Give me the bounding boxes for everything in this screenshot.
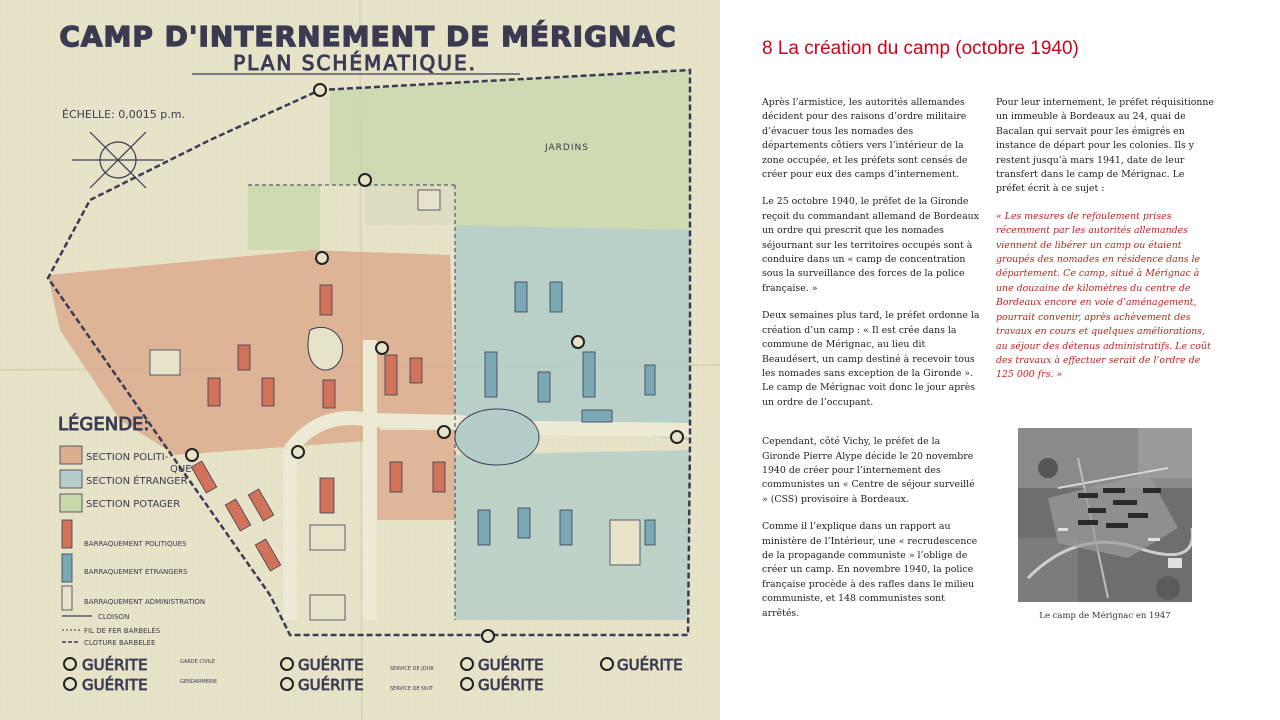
guerite-label-1: GUÉRITE: [82, 656, 148, 674]
paragraph-internement: Pour leur internement, le préfet réquisitionne un immeuble à Bordeaux au 24, quai de Bacalan qui servait pour les émigrés en instance de départ pour les colonies. Ils y restent jusqu’à mars 1941, date de leur transfert dans le camp de Mérignac. Le préfet écrit à ce sujet :: [996, 97, 1214, 195]
central-roundabout: [455, 409, 539, 465]
label-jardins: JARDINS: [545, 143, 589, 153]
legend-title: LÉGENDE:: [58, 414, 150, 435]
paragraph-25-octobre: Le 25 octobre 1940, le préfet de la Gironde reçoit du commandant allemand de Bordeaux un ordre qui prescrit que les nomades séjournant sur les territoires occupés sont à conduire dans un « camp de concentration sous la surveillance des forces de la police française. »: [762, 196, 980, 294]
text-column-right: [996, 96, 1214, 396]
guerite-label-6: GUÉRITE: [478, 676, 544, 694]
guerite-note-1: GARDE CIVILE: [180, 659, 216, 665]
legend-barracks-etrangers: BARRAQUEMENT ÉTRANGERS: [84, 568, 188, 576]
guerite-label-5: GUÉRITE: [478, 656, 544, 674]
legend-section-potager: SECTION POTAGER: [86, 499, 181, 510]
zone-potager-left: [248, 185, 320, 250]
guerite-label-4: GUÉRITE: [298, 676, 364, 694]
legend-barracks-admin: BARRAQUEMENT ADMINISTRATION: [84, 598, 206, 606]
map-title: CAMP D'INTERNEMENT DE MÉRIGNAC: [59, 20, 677, 53]
legend-section-etranger: SECTION ÉTRANGER: [86, 476, 188, 487]
paragraph-vichy: Cependant, côté Vichy, le préfet de la Gironde Pierre Alype décide le 20 novembre 1940 de créer pour l’internement des communistes un « Centre de séjour surveillé » (CSS) provisoire à Bordeaux.: [762, 436, 975, 505]
paragraph-rapport: Comme il l’explique dans un rapport au ministère de l’Intérieur, une « recrudescence de la propagande communiste » l’oblige de créer un camp. En novembre 1940, la police française procède à des rafles dans le milieu communiste, et 148 communistes sont arrêtés.: [762, 521, 978, 619]
legend-cloture: CLOTURE BARBELÉE: [84, 639, 156, 647]
quote-prefet: « Les mesures de refoulement prises récemment par les autorités allemandes viennent de libérer un camp ou étaient groupés des nomades en résidence dans le département. Ce camp, situé à Mérignac à une douzaine de kilomètres du centre de Bordeaux encore en voie d’aménagement, pourrait convenir, après achèvement des travaux en cours et quelques améliorations, au séjour des détenus administratifs. Le coût des travaux à effectuer serait de l’ordre de 125 000 frs. »: [996, 210, 1211, 381]
legend-section-politique-2: QUE: [170, 464, 192, 475]
paragraph-armistice: Après l’armistice, les autorités allemandes décident pour des raisons d’ordre militaire d’évacuer tous les nomades des départements côtiers vers l’intérieur de la zone occupée, et les préfets sont censés de créer pour eux des camps d’internement.: [762, 97, 968, 181]
legend-section-politique: SECTION POLITI-: [86, 452, 169, 463]
legend-barracks-politiques: BARRAQUEMENT POLITIQUES: [84, 540, 187, 548]
paragraph-deux-semaines: Deux semaines plus tard, le préfet ordonne la création d’un camp : « Il est crée dans la commune de Mérignac, au lieu dit Beaudésert, un camp destiné à recevoir tous les nomades sans exception de la Gironde ». Le camp de Mérignac voit donc le jour après un ordre de l’occupant.: [762, 310, 980, 408]
guerite-note-4: SERVICE DE NUIT: [390, 686, 434, 692]
guerite-note-3: SERVICE DE JOUR: [390, 666, 434, 672]
guerite-label-3: GUÉRITE: [298, 656, 364, 674]
zone-etranger: [455, 225, 690, 440]
guerite-note-2: GENDARMERIE: [180, 679, 218, 685]
text-column-left: [762, 96, 980, 634]
slide-title: 8 La création du camp (octobre 1940): [762, 38, 1079, 59]
zone-potager-small: [365, 185, 455, 225]
guerite-label-7: GUÉRITE: [617, 656, 683, 674]
map-subtitle: PLAN SCHÉMATIQUE.: [233, 51, 477, 75]
guerite-label-2: GUÉRITE: [82, 676, 148, 694]
map-scale: ÉCHELLE: 0,0015 p.m.: [62, 108, 185, 121]
aerial-photo-1947: [1018, 428, 1192, 602]
photo-caption: Le camp de Mérignac en 1947: [1039, 611, 1171, 621]
legend-barbeles: FIL DE FER BARBELÉS: [84, 627, 161, 635]
legend-cloison: CLOISON: [98, 613, 130, 621]
